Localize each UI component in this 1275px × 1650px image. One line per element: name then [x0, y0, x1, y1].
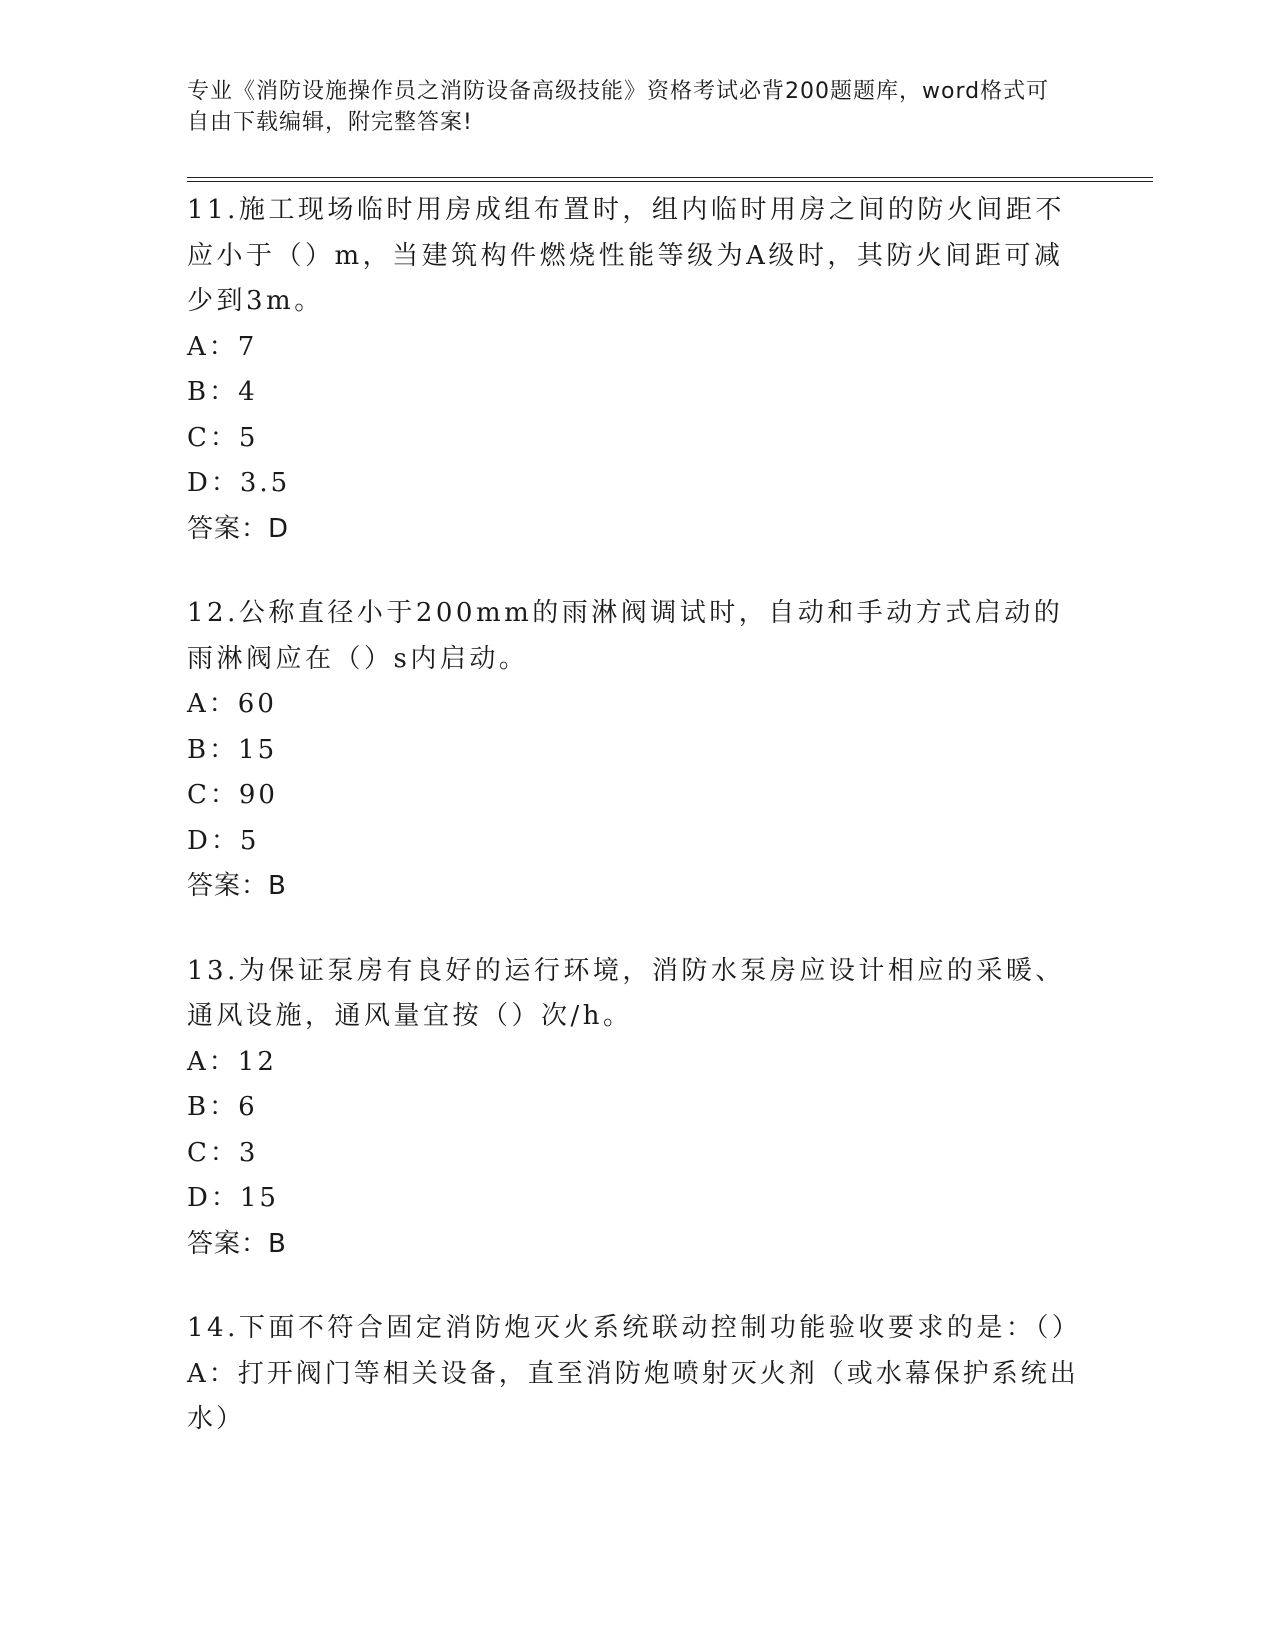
question-stem: 11.施工现场临时用房成组布置时，组内临时用房之间的防火间距不应小于（）m，当建筑构件燃烧性能等级为A级时，其防火间距可减少到3m。	[187, 195, 1065, 316]
question-list	[187, 188, 1087, 1482]
option-c: C：3	[187, 1137, 259, 1168]
question-stem: 13.为保证泵房有良好的运行环境，消防水泵房应设计相应的采暖、通风设施，通风量宜按（）次/h。	[187, 955, 1065, 1031]
document-header: 专业《消防设施操作员之消防设备高级技能》资格考试必背200题题库，word格式可自由下载编辑，附完整答案!	[187, 79, 1050, 135]
answer: 答案：B	[187, 1228, 287, 1259]
option-a: A：打开阀门等相关设备，直至消防炮喷射灭火剂（或水幕保护系统出水）	[187, 1358, 1079, 1434]
question-12	[187, 591, 1087, 910]
header-divider	[187, 177, 1153, 182]
question-13	[187, 949, 1087, 1268]
option-b: B：6	[187, 1092, 258, 1122]
option-b: B：15	[187, 734, 278, 765]
question-stem: 12.公称直径小于200mm的雨淋阀调试时，自动和手动方式启动的雨淋阀应在（）s内启动。	[187, 598, 1064, 674]
option-c: C：90	[187, 780, 278, 810]
question-stem: 14.下面不符合固定消防炮灭火系统联动控制功能验收要求的是：（）	[187, 1313, 1082, 1343]
option-c: C：5	[187, 422, 259, 453]
option-d: D：5	[187, 825, 260, 856]
option-a: A：12	[187, 1046, 277, 1077]
answer: 答案：D	[187, 513, 290, 544]
option-a: A：7	[187, 331, 258, 362]
option-a: A：60	[187, 689, 277, 719]
option-d: D：15	[187, 1183, 279, 1213]
question-14	[187, 1306, 1087, 1443]
option-d: D：3.5	[187, 468, 291, 498]
option-b: B：4	[187, 377, 258, 407]
question-11	[187, 188, 1087, 552]
answer: 答案：B	[187, 871, 287, 901]
